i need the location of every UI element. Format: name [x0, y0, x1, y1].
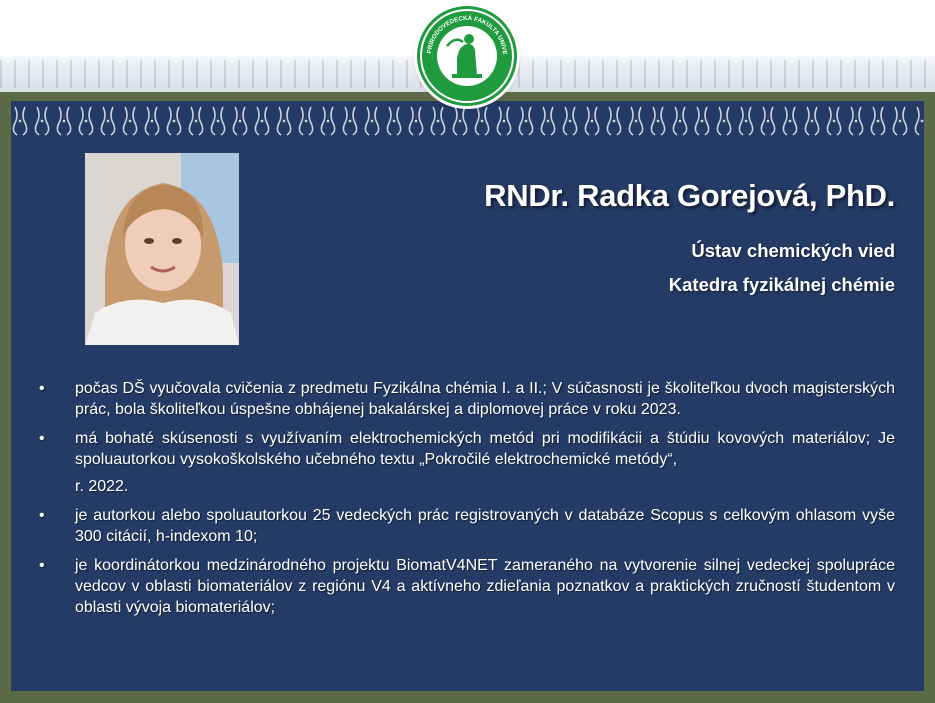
person-name: RNDr. Radka Gorejová, PhD.	[484, 178, 895, 213]
institute-name: Ústav chemických vied	[691, 240, 895, 261]
list-item	[35, 505, 895, 547]
list-item	[35, 428, 895, 497]
bullet-icon: •	[39, 507, 45, 524]
logo-text: PRÍRODOVEDECKÁ FAKULTA UNIVE	[426, 14, 509, 55]
list-item-text: je koordinátorkou medzinárodného projektu BiomatV4NET zameraného na vytvorenie silnej vedeckej spolupráce vedcov v oblasti biomateriálov z regiónu V4 a aktívneho zdieľania poznatkov a praktických zručností študentom v oblasti vývoja biomateriálov;	[75, 557, 895, 616]
department-name: Katedra fyzikálnej chémie	[668, 274, 895, 295]
list-item	[35, 555, 895, 618]
achievements-list	[35, 378, 895, 626]
list-item-text: počas DŠ vyučovala cvičenia z predmetu Fyzikálna chémia I. a II.; V súčasnosti je školiteľkou dvoch magisterských prác, bola školiteľkou úspešne obhájenej bakalárskej a diplomovej práce v roku 2023.	[75, 380, 895, 418]
list-item	[35, 378, 895, 420]
profile-photo	[85, 153, 239, 345]
decorative-border	[11, 101, 924, 139]
list-item-text: je autorkou alebo spoluautorkou 25 vedeckých prác registrovaných v databáze Scopus s celkovým ohlasom vyše 300 citácií, h-indexom 10;	[75, 507, 895, 545]
bullet-icon: •	[39, 380, 45, 397]
person-portrait-icon	[85, 153, 239, 345]
bullet-icon: •	[39, 557, 45, 574]
list-item-text: má bohaté skúsenosti s využívaním elektrochemických metód pri modifikácii a štúdiu kovových materiálov; Je spoluautorkou vysokoškolského učebného textu „Pokročilé elektrochemické metódy“,	[75, 430, 895, 468]
list-item-continuation: r. 2022.	[75, 478, 129, 495]
faculty-logo	[417, 6, 517, 106]
bullet-icon: •	[39, 430, 45, 447]
faculty-seal-icon	[417, 6, 517, 106]
